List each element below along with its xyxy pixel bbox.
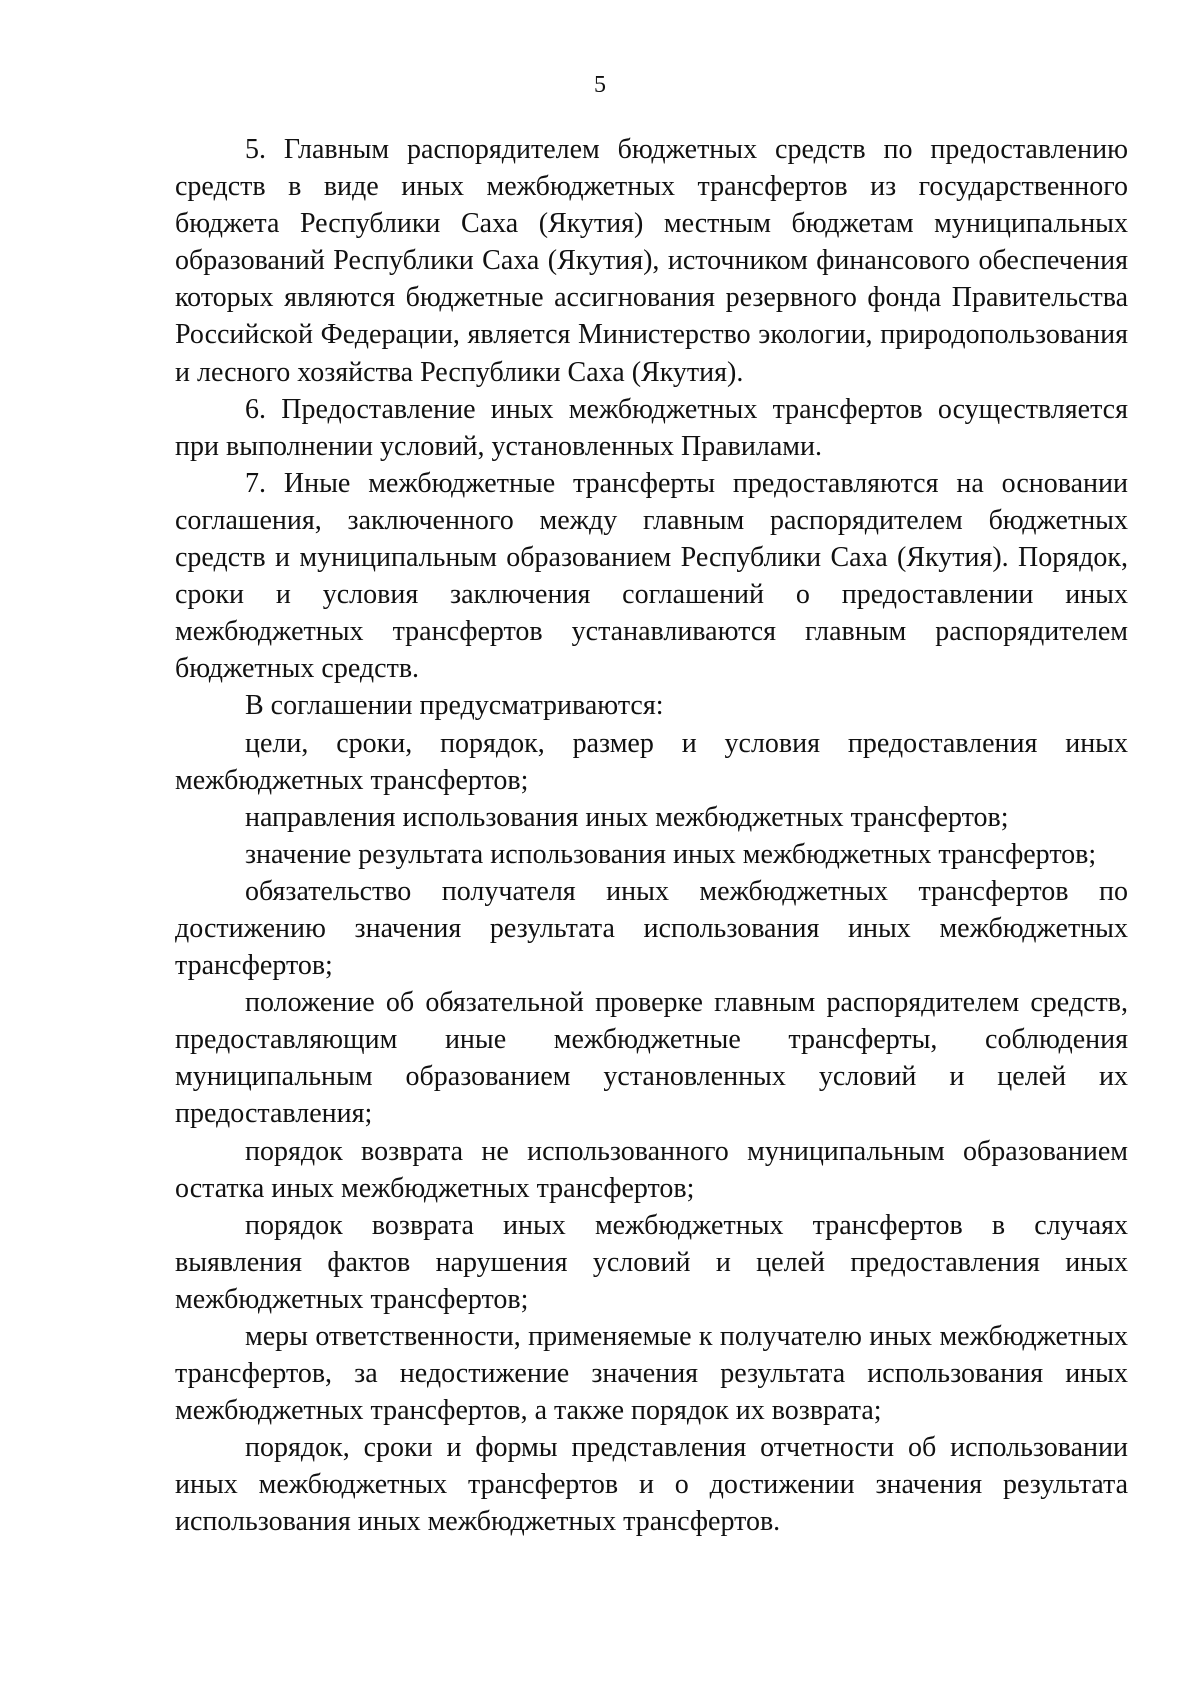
agreement-term-result-value: значение результата использования иных межбюджетных трансфертов; (245, 838, 1097, 870)
agreement-term-goals: цели, сроки, порядок, размер и условия предоставления иных межбюджетных трансфертов; (175, 727, 1128, 796)
paragraph-item-6: 6. Предоставление иных межбюджетных трансфертов осуществляется при выполнении условий, установленных Правилами. (175, 393, 1128, 462)
agreement-intro: В соглашении предусматриваются: (245, 690, 664, 722)
agreement-term-violation-return: порядок возврата иных межбюджетных трансфертов в случаях выявления фактов нарушения условий и целей предоставления иных межбюджетных трансфертов; (175, 1209, 1128, 1315)
agreement-term-unused-return: порядок возврата не использованного муниципальным образованием остатка иных межбюджетных трансфертов; (175, 1135, 1128, 1204)
paragraph-item-5: 5. Главным распорядителем бюджетных средств по предоставлению средств в виде иных межбюджетных трансфертов из государственного бюджета Республики Саха (Якутия) местным бюджетам муниципальных образований Республики Саха (Якутия), источником финансового обеспечения которых являются бюджетные ассигнования резервного фонда Правительства Российской Федерации, является Министерство экологии, природопользования и лесного хозяйства Республики Саха (Якутия). (175, 134, 1128, 388)
document-body (175, 131, 1128, 1541)
agreement-term-directions: направления использования иных межбюджетных трансфертов; (245, 801, 1009, 833)
page-number: 5 (594, 72, 606, 98)
agreement-term-verification: положение об обязательной проверке главным распорядителем средств, предоставляющим иные межбюджетные трансферты, соблюдения муниципальным образованием установленных условий и целей их предоставления; (175, 987, 1128, 1130)
agreement-term-reporting: порядок, сроки и формы представления отчетности об использовании иных межбюджетных трансфертов и о достижении значения результата использования иных межбюджетных трансфертов. (175, 1432, 1128, 1538)
agreement-term-liability: меры ответственности, применяемые к получателю иных межбюджетных трансфертов, за недостижение значения результата использования иных межбюджетных трансфертов, а также порядок их возврата; (175, 1321, 1128, 1427)
agreement-term-obligation: обязательство получателя иных межбюджетных трансфертов по достижению значения результата использования иных межбюджетных трансфертов; (175, 875, 1128, 982)
paragraph-item-7: 7. Иные межбюджетные трансферты предоставляются на основании соглашения, заключенного между главным распорядителем бюджетных средств и муниципальным образованием Республики Саха (Якутия). Порядок, сроки и условия заключения соглашений о предоставлении иных межбюджетных трансфертов устанавливаются главным распорядителем бюджетных средств. (175, 467, 1128, 685)
